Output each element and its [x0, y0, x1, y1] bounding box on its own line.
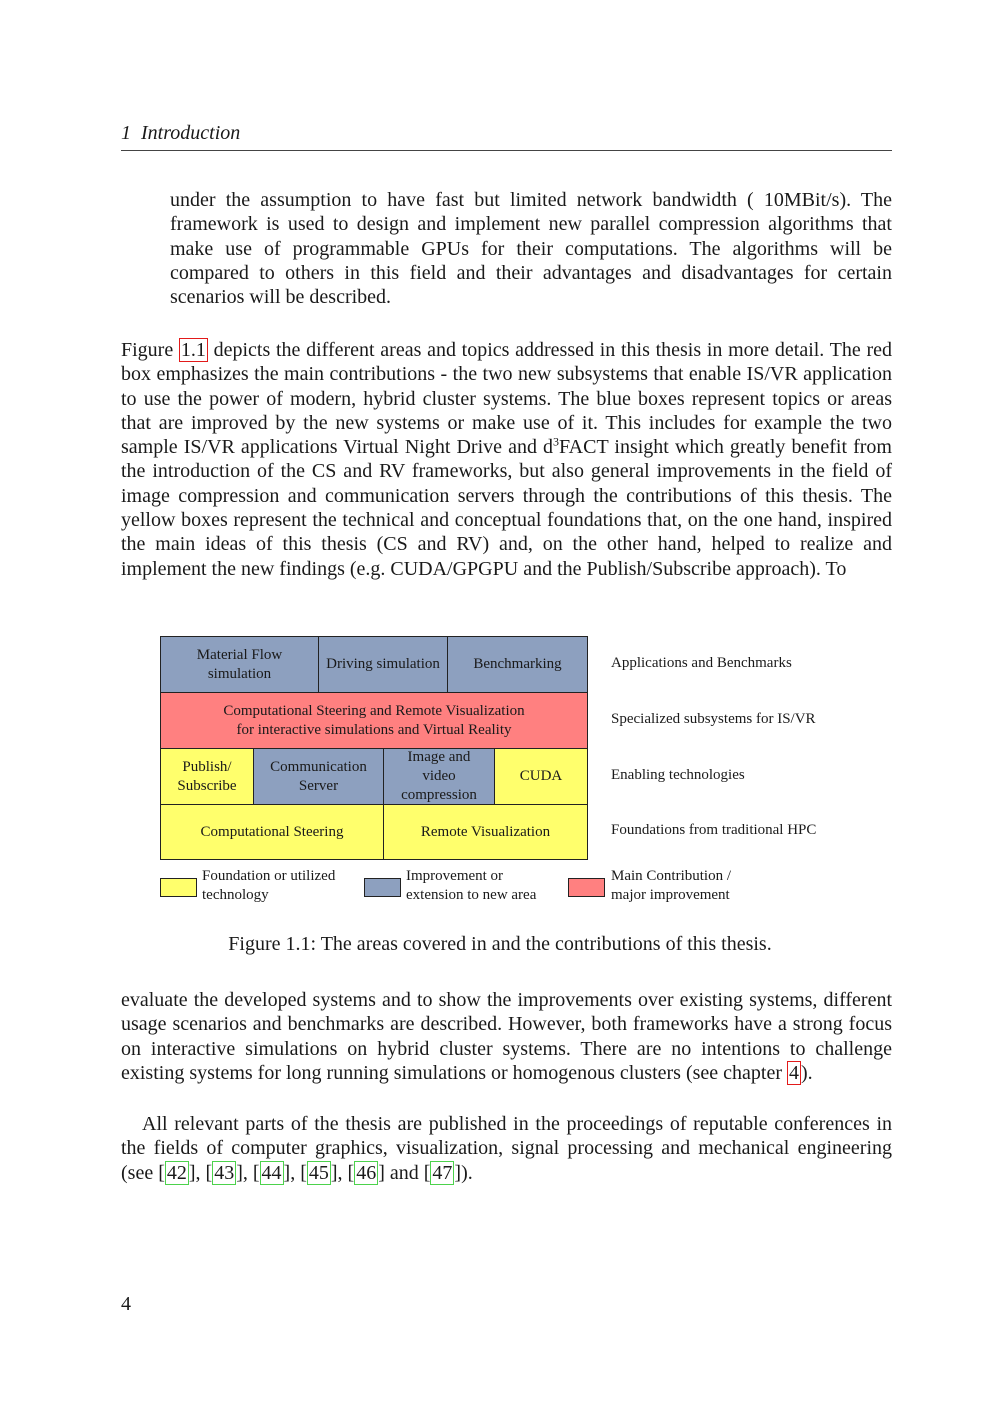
row-label-enabling: Enabling technologies [611, 767, 745, 783]
figure-reference-link[interactable]: 1.1 [180, 339, 206, 361]
legend-swatch-main-contribution [568, 878, 605, 897]
box-remote-visualization: Remote Visualization [383, 804, 588, 860]
citation-link-45[interactable]: 45 [308, 1161, 329, 1184]
legend-text-improvement: Improvement or extension to new area [406, 868, 537, 903]
and-word: and [389, 1161, 419, 1184]
paragraph-4-tail: ). [461, 1161, 473, 1184]
row-label-foundations: Foundations from traditional HPC [611, 822, 817, 838]
row-label-specialized: Specialized subsystems for IS/VR [611, 711, 816, 727]
box-benchmarking: Benchmarking [447, 636, 588, 693]
paragraph-4-text: All relevant parts of the thesis are published in the proceedings of reputable conferences in the fields of computer graphics, visualization, signal processing and mechanical engineering (see [121, 1113, 892, 1184]
paragraph-1: under the assumption to have fast but limited network bandwidth ( 10MBit/s). The framework is used to design and implement new parallel compression algorithms that make use of programmable GPUs for their computations. The algorithms will be compared to others in this field and their advantages and disadvantages for certain scenarios will be described. [170, 189, 892, 309]
figure-caption: Figure 1.1: The areas covered in and the contributions of this thesis. [228, 933, 772, 955]
box-cuda: CUDA [494, 748, 588, 805]
legend-swatch-improvement [364, 878, 401, 897]
superscript-3: 3 [553, 434, 560, 449]
citation-link-44[interactable]: 44 [261, 1161, 282, 1184]
citation-link-47[interactable]: 47 [432, 1161, 453, 1184]
chapter-number: 1 [121, 122, 131, 144]
box-cs-rv-line2: for interactive simulations and Virtual Reality [236, 721, 512, 738]
page-number: 4 [121, 1293, 131, 1315]
box-cs-rv-contribution [160, 692, 588, 749]
box-material-flow-simulation: Material Flow simulation [160, 636, 319, 693]
box-cs-rv-line1: Computational Steering and Remote Visualization [223, 702, 525, 719]
paragraph-2 [121, 338, 892, 581]
box-communication-server: Communication Server [253, 748, 384, 805]
row-label-applications: Applications and Benchmarks [611, 655, 792, 671]
legend-text-main-contribution: Main Contribution / major improvement [611, 868, 731, 903]
paragraph-4: All relevant parts of the thesis are published in the proceedings of reputable conferences in the fields of computer graphics, visualization, signal processing and mechanical engineering (see [ 42 ], [ 43 ], [ 44 ], [ 45 ], [ 46 ] and [ 47 ]). [121, 1113, 892, 1184]
box-publish-subscribe: Publish/ Subscribe [160, 748, 254, 805]
running-header [121, 121, 892, 151]
paragraph-2-text-a: depicts the different areas and topics addressed in this thesis in more detail. The red box emphasizes the main contributions - the two new subsystems that enable IS/VR application to use the power of modern, hybrid cluster systems. The blue boxes represent topics or areas that are improved by the new systems or make use of it. This includes for example the two sample IS/VR applications Virtual Night Drive and d [121, 339, 892, 459]
chapter-title: Introduction [141, 122, 241, 144]
box-computational-steering: Computational Steering [160, 804, 384, 860]
paragraph-3 [121, 988, 892, 1085]
paragraph-2-text-b: FACT insight which greatly benefit from the introduction of the CS and RV frameworks, but also general improvements in the field of image compression and communication servers through the contributions of this thesis. The yellow boxes represent the technical and conceptual foundations that, on the one hand, inspired the main ideas of this thesis (CS and RV) and, on the other hand, helped to realize and implement the new findings (e.g. CUDA/GPGPU and the Publish/Subscribe approach). To [121, 436, 892, 580]
chapter-reference-link[interactable]: 4 [789, 1061, 800, 1084]
paragraph-3-text: evaluate the developed systems and to show the improvements over existing systems, different usage scenarios and benchmarks are described. However, both frameworks have a strong focus on interactive simulations on hybrid cluster systems. There are no intentions to challenge existing systems for long running simulations or homogenous clusters (see chapter [121, 989, 892, 1084]
box-driving-simulation: Driving simulation [318, 636, 448, 693]
paragraph-2-lead: Figure [121, 339, 179, 361]
citation-link-42[interactable]: 42 [166, 1161, 187, 1184]
legend-text-foundation: Foundation or utilized technology [202, 868, 336, 903]
citation-link-46[interactable]: 46 [356, 1161, 377, 1184]
citation-link-43[interactable]: 43 [214, 1161, 235, 1184]
legend-swatch-foundation [160, 878, 197, 897]
paragraph-3-tail: ). [801, 1061, 813, 1084]
box-image-video-compression: Image and video compression [383, 748, 495, 805]
